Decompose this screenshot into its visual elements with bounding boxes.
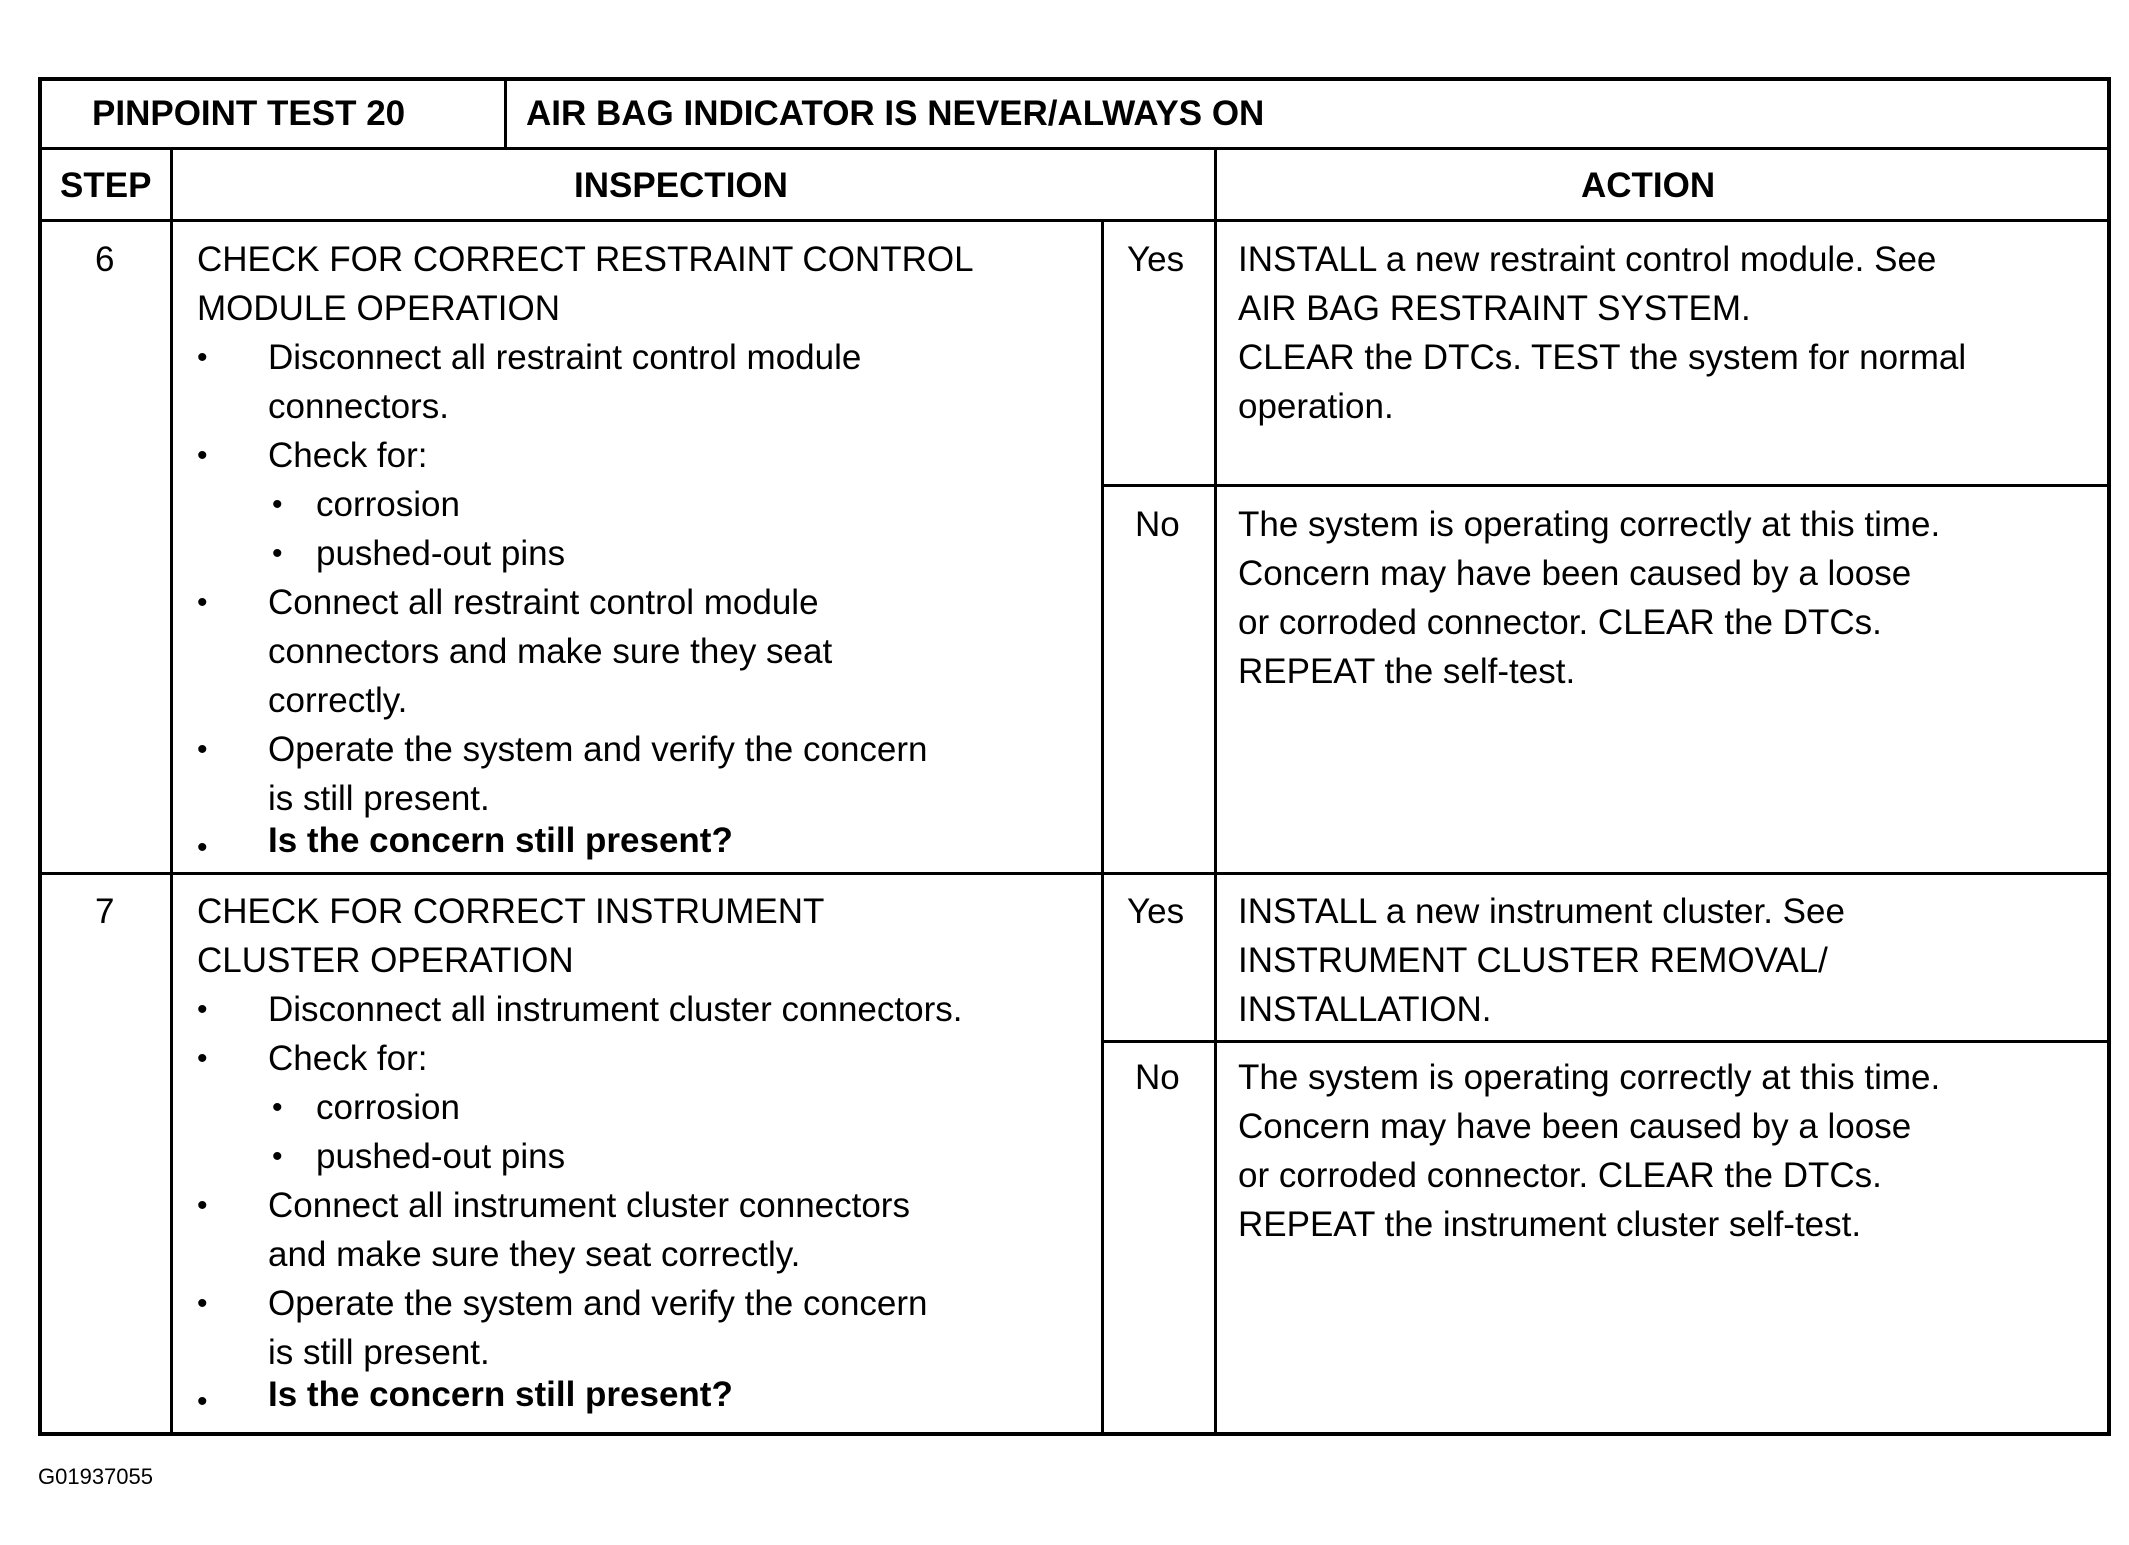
no-action-line: The system is operating correctly at this time. [1238,1058,1941,1097]
no-action-line: or corroded connector. CLEAR the DTCs. [1238,1156,1882,1195]
no-action-line: REPEAT the self-test. [1238,652,1576,691]
bullet-icon: • [197,1287,208,1320]
inspection-title-line: CHECK FOR CORRECT INSTRUMENT [197,892,825,931]
yes-action-line: INSTALL a new restraint control module. See [1238,240,1937,279]
row7-yes-no-divider [1103,1040,2109,1043]
step-column-divider [170,147,173,1434]
step-number: 7 [95,892,115,931]
inspection-item-line: connectors. [268,387,449,426]
yes-action-line: INSTALLATION. [1238,990,1492,1029]
yes-label: Yes [1127,892,1185,931]
bullet-icon: • [197,1189,208,1222]
test-title: AIR BAG INDICATOR IS NEVER/ALWAYS ON [526,94,1265,133]
sub-bullet-icon: • [272,1140,283,1173]
header-cell-divider [504,77,507,149]
inspection-item-line: Disconnect all restraint control module [268,338,862,377]
inspection-item-line: Check for: [268,1039,428,1078]
bullet-icon: • [197,733,208,766]
bullet-icon: • [197,341,208,374]
no-action-line: Concern may have been caused by a loose [1238,554,1912,593]
yes-action-line: AIR BAG RESTRAINT SYSTEM. [1238,289,1751,328]
bullet-icon: • [197,993,208,1026]
no-action-line: or corroded connector. CLEAR the DTCs. [1238,603,1882,642]
action-column-divider [1214,147,1217,1434]
step-number: 6 [95,240,115,279]
yes-no-column-divider [1101,219,1104,1434]
inspection-item-line: and make sure they seat correctly. [268,1235,801,1274]
column-header-inspection: INSPECTION [574,166,788,205]
inspection-item-line: Check for: [268,436,428,475]
sub-bullet-icon: • [272,537,283,570]
inspection-item-line: correctly. [268,681,408,720]
inspection-item-line: Operate the system and verify the concern [268,1284,928,1323]
row-divider [38,872,2111,875]
no-action-line: REPEAT the instrument cluster self-test. [1238,1205,1862,1244]
bullet-icon: • [197,831,208,864]
yes-action-line: INSTRUMENT CLUSTER REMOVAL/ [1238,941,1828,980]
inspection-item-line: is still present. [268,1333,490,1372]
bullet-icon: • [197,1042,208,1075]
inspection-subitem: pushed-out pins [316,1137,566,1176]
inspection-subitem: corrosion [316,485,460,524]
column-header-divider [38,219,2111,222]
inspection-title-line: MODULE OPERATION [197,289,561,328]
test-label: PINPOINT TEST 20 [92,94,406,133]
inspection-question: Is the concern still present? [268,1375,733,1414]
inspection-item-line: Operate the system and verify the concern [268,730,928,769]
inspection-item-line: connectors and make sure they seat [268,632,833,671]
yes-action-line: CLEAR the DTCs. TEST the system for normal [1238,338,1967,377]
yes-action-line: INSTALL a new instrument cluster. See [1238,892,1845,931]
table-border-top [38,77,2111,81]
row6-yes-no-divider [1103,484,2109,487]
bullet-icon: • [197,439,208,472]
bullet-icon: • [197,1385,208,1418]
no-action-line: The system is operating correctly at this time. [1238,505,1941,544]
inspection-subitem: pushed-out pins [316,534,566,573]
inspection-title-line: CHECK FOR CORRECT RESTRAINT CONTROL [197,240,974,279]
inspection-title-line: CLUSTER OPERATION [197,941,574,980]
yes-action-line: operation. [1238,387,1394,426]
inspection-subitem: corrosion [316,1088,460,1127]
table-border-right [2107,77,2111,1436]
inspection-item-line: is still present. [268,779,490,818]
column-header-step: STEP [60,166,152,205]
header-divider [38,147,2111,150]
no-label: No [1135,1058,1180,1097]
yes-label: Yes [1127,240,1185,279]
inspection-question: Is the concern still present? [268,821,733,860]
no-label: No [1135,505,1180,544]
bullet-icon: • [197,586,208,619]
inspection-item-line: Connect all restraint control module [268,583,819,622]
inspection-item-line: Disconnect all instrument cluster connectors. [268,990,963,1029]
table-border-bottom [38,1432,2111,1436]
no-action-line: Concern may have been caused by a loose [1238,1107,1912,1146]
sub-bullet-icon: • [272,1091,283,1124]
sub-bullet-icon: • [272,488,283,521]
inspection-item-line: Connect all instrument cluster connectors [268,1186,910,1225]
column-header-action: ACTION [1581,166,1716,205]
table-border-left [38,77,42,1436]
figure-code: G01937055 [38,1464,153,1489]
